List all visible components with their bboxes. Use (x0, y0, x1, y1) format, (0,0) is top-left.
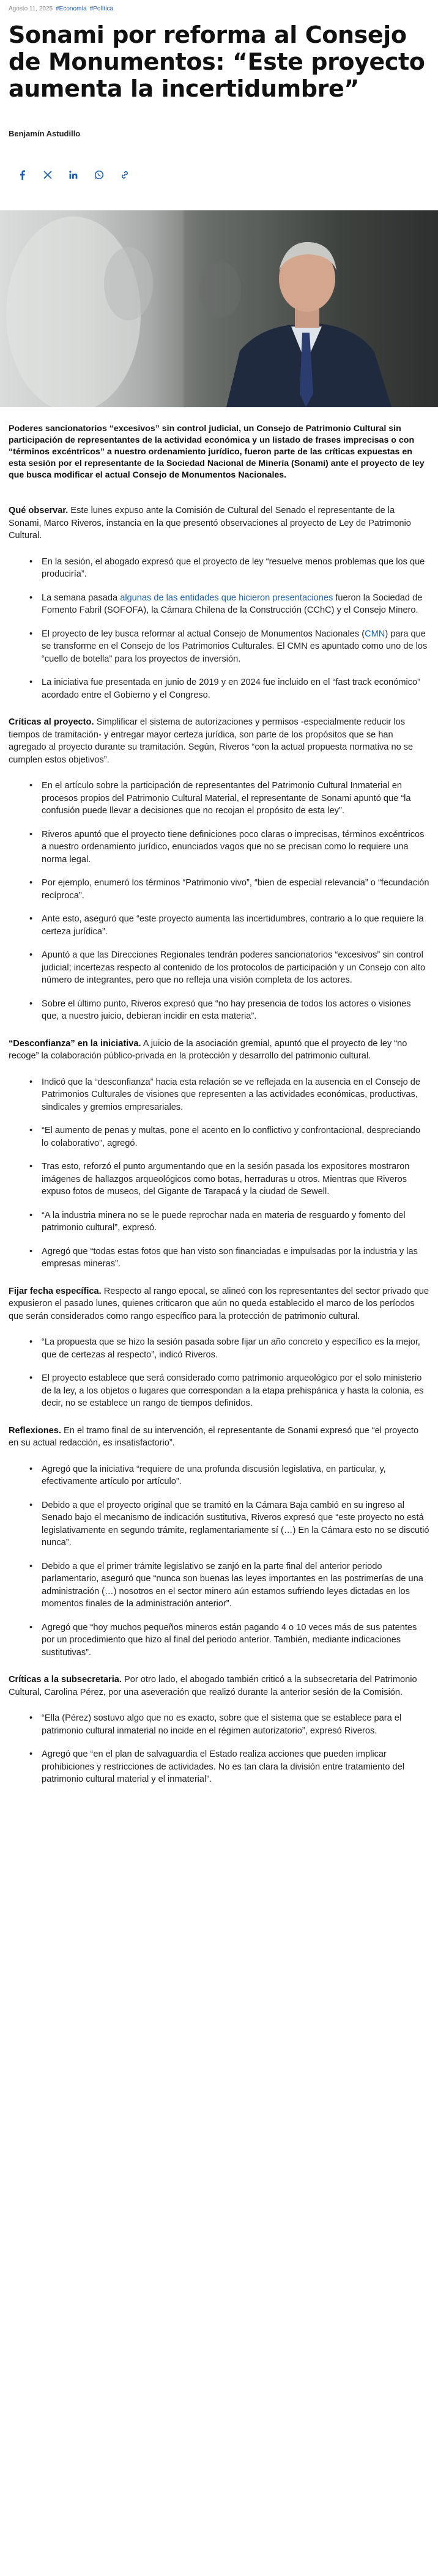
list-item: • Sobre el último punto, Riveros expresó que “no hay presencia de todos los actores o visiones que, a nuestro juicio, debieran incidir en esta materia”. (29, 998, 429, 1023)
list-item: • Apuntó a que las Direcciones Regionales tendrán poderes sancionatorios “excesivos” sin control judicial; incertezas respecto al contenido de los protocolos de participación y un Consejo con alto número de integrantes, pero que no refleja una visión completa de los actores. (29, 949, 429, 987)
link-icon[interactable] (119, 169, 131, 181)
section-heading: Fijar fecha específica. (9, 1286, 102, 1296)
bullet-list (9, 1463, 429, 1659)
section-body: Por otro lado, el abogado también criticó a la subsecretaria del Patrimonio Cultural, Carolina Pérez, por una aseveración que realizó durante la anterior sesión de la Comisión. (9, 1675, 417, 1697)
list-item: • Ante esto, aseguró que “este proyecto aumenta las incertidumbres, contrario a lo que requiere la certeza jurídica”. (29, 913, 429, 938)
bullet-list (9, 1712, 429, 1786)
facebook-icon[interactable] (16, 169, 28, 181)
article-lede: Poderes sancionatorios “excesivos” sin control judicial, un Consejo de Patrimonio Cultural sin participación de representantes de la actividad económica y un listado de frases imprecisas o con “términos excéntricos” a nuestro ordenamiento jurídico, fueron parte de las críticas expuestas en esta sesión por el representante de la Sociedad Nacional de Minería (Sonami) ante el proyecto de ley que busca modificar el actual Consejo de Monumentos Nacionales. (9, 424, 425, 480)
list-item: • “Ella (Pérez) sostuvo algo que no es exacto, sobre que el sistema que se establece para el patrimonio cultural inmaterial no incide en el régimen autorizatorio”, expresó Riveros. (29, 1712, 429, 1737)
section-heading: “Desconfianza” en la iniciativa. (9, 1038, 141, 1049)
section-que-observar (9, 504, 429, 542)
list-item: • Riveros apuntó que el proyecto tiene definiciones poco claras o imprecisas, términos excéntricos a nuestro ordenamiento jurídico, enunciados vagos que no se precisan como lo requiere una norma legal. (29, 829, 429, 866)
tag-economia[interactable]: #Economía (56, 5, 87, 12)
section-heading: Críticas a la subsecretaria. (9, 1675, 122, 1685)
list-item: • Agregó que “en el plan de salvaguardia el Estado realiza acciones que pueden implicar prohibiciones y restricciones de actividades. No es tan clara la división entre tratamiento del patrimonio cultural material y el inmaterial”. (29, 1748, 429, 1786)
bullet-list (9, 1076, 429, 1271)
list-item: • Tras esto, reforzó el punto argumentando que en la sesión pasada los expositores mostraron imágenes de hallazgos arqueológicos como botas, herraduras u otros. Mientras que Riveros expuso fotos de museos, del Gigante de Tarapacá y la ciudad de Sewell. (29, 1161, 429, 1198)
section-heading: Críticas al proyecto. (9, 717, 94, 727)
list-item: • Por ejemplo, enumeró los términos “Patrimonio vivo”, “bien de especial relevancia” o “fecundación recíproca”. (29, 877, 429, 902)
list-item: • “La propuesta que se hizo la sesión pasada sobre fijar un año concreto y específico es la mejor, que de certezas al respecto”, indicó Riveros. (29, 1336, 429, 1361)
bullet-list (9, 1336, 429, 1410)
section-body: Respecto al rango epocal, se alineó con los representantes del sector privado que expusieron el pasado lunes, quienes criticaron que aún no queda establecido el marco de los períodos que serán considerados como rango específico para la protección de patrimonio cultural. (9, 1286, 429, 1321)
list-item: • Agregó que “todas estas fotos que han visto son financiadas e impulsadas por la industria y las empresas mineras”. (29, 1246, 429, 1271)
share-bar (9, 169, 429, 181)
list-item: • Debido a que el proyecto original que se tramitó en la Cámara Baja cambió en su ingreso al Senado bajo el mecanismo de indicación sustitutiva, Riveros expresó que “este proyecto no está legislativamente en segundo trámite, reglamentariamente sí (…) En la Cámara esto no se discutió nunca”. (29, 1499, 429, 1549)
list-item: • Agregó que la iniciativa “requiere de una profunda discusión legislativa, en particular, y, efectivamente artículo por artículo”. (29, 1463, 429, 1488)
entities-link[interactable]: algunas de las entidades que hicieron presentaciones (120, 592, 333, 603)
cmn-link[interactable]: CMN (365, 629, 385, 639)
list-item (29, 628, 429, 666)
article-meta (9, 0, 429, 13)
linkedin-icon[interactable] (67, 169, 80, 181)
section-body: A juicio de la asociación gremial, apuntó que el proyecto de ley “no recoge” la colaboración público-privada en la protección y desarrollo del patrimonio cultural. (9, 1038, 407, 1061)
bullet-list (9, 556, 429, 702)
article-title: Sonami por reforma al Consejo de Monumentos: “Este proyecto aumenta la incertidumbre” (9, 21, 425, 102)
list-item: • En el artículo sobre la participación de representantes del Patrimonio Cultural Inmaterial en procesos propios del Patrimonio Cultural Material, el representante de Sonami apuntó que “la confusión puede llevar a decisiones que no recojan el propósito de esta ley”. (29, 780, 429, 817)
list-item: • “El aumento de penas y multas, pone el acento en lo conflictivo y confrontacional, despreciando lo colaborativo”, agregó. (29, 1124, 429, 1150)
list-item: • El proyecto establece que será considerado como patrimonio arqueológico por el solo ministerio de la ley, a los objetos o lugares que correspondan a la etapa prehispánica y hasta la colonia, es decir, no se establece un rango de tiempos definidos. (29, 1372, 429, 1410)
section-heading: Qué observar. (9, 506, 69, 515)
hero-photo (0, 210, 438, 407)
list-item: • Indicó que la “desconfianza” hacia esta relación se ve reflejada en la ausencia en el Consejo de Patrimonios Culturales de visiones que representen a las actividades económicas, productivas, sindicales y gremios empresariales. (29, 1076, 429, 1114)
section-body: Este lunes expuso ante la Comisión de Cultural del Senado el representante de la Sonami, Marco Riveros, instancia en la que presentó observaciones al proyecto de Ley de Patrimonio Cultural. (9, 506, 411, 541)
section-desconfianza (9, 1038, 429, 1063)
author-name[interactable]: Benjamín Astudillo (9, 129, 81, 138)
list-item: • Debido a que el primer trámite legislativo se zanjó en la parte final del anterior periodo parlamentario, aseguró que “nunca son buenas las leyes importantes en las postrimerías de una administración (…) nosotros en el sector minero aún estamos sufriendo leyes dictadas en los momentos finales de la administración anterior”. (29, 1560, 429, 1611)
section-body: En el tramo final de su intervención, el representante de Sonami expresó que “el proyecto en su actual redacción, es insatisfactorio”. (9, 1425, 419, 1448)
bullet-list (9, 780, 429, 1023)
list-item: • Agregó que “hoy muchos pequeños mineros están pagando 4 o 10 veces más de sus patentes por un procedimiento que hizo al final del periodo anterior. También, mediante indicaciones sustitutivas”. (29, 1622, 429, 1659)
section-fijar-fecha (9, 1285, 429, 1323)
list-item: • En la sesión, el abogado expresó que el proyecto de ley “resuelve menos problemas que los que produciría”. (29, 556, 429, 581)
whatsapp-icon[interactable] (93, 169, 105, 181)
publish-date: Agosto 11, 2025 (9, 5, 53, 12)
section-criticas-proyecto (9, 716, 429, 766)
x-icon[interactable] (42, 169, 54, 181)
section-reflexiones (9, 1425, 429, 1450)
list-item: • La iniciativa fue presentada en junio de 2019 y en 2024 fue incluido en el “fast track económico” acordado entre el Gobierno y el Congreso. (29, 676, 429, 701)
tag-politica[interactable]: #Política (89, 5, 114, 12)
section-body: Simplificar el sistema de autorizaciones y permisos -especialmente reducir los tiempos de tramitación- y entregar mayor certeza jurídica, son parte de los propósitos que se han agregado al proyecto durante su tramitación. Según, Riveros “con la actual propuesta normativa no se cumplen estos objetivos”. (9, 717, 414, 765)
list-item-text: El proyecto de ley busca reformar al actual Consejo de Monumentos Nacionales ( (42, 629, 365, 639)
list-item-text: fueron la Sociedad de Fomento Fabril (SOFOFA), la Cámara Chilena de la Construcción (CChC) y el Consejo Minero. (42, 592, 423, 615)
list-item-text: ) para que se transforme en el Consejo de los Patrimonios Culturales. El CMN es apuntado como uno de los “cuello de botella” para los proyectos de inversión. (42, 629, 428, 664)
list-item: • “A la industria minera no se le puede reprochar nada en materia de resguardo y fomento del patrimonio cultural”, expresó. (29, 1209, 429, 1234)
section-criticas-subsecretaria (9, 1674, 429, 1699)
section-heading: Reflexiones. (9, 1425, 61, 1436)
list-item-text: La semana pasada (42, 592, 121, 603)
list-item (29, 592, 429, 617)
